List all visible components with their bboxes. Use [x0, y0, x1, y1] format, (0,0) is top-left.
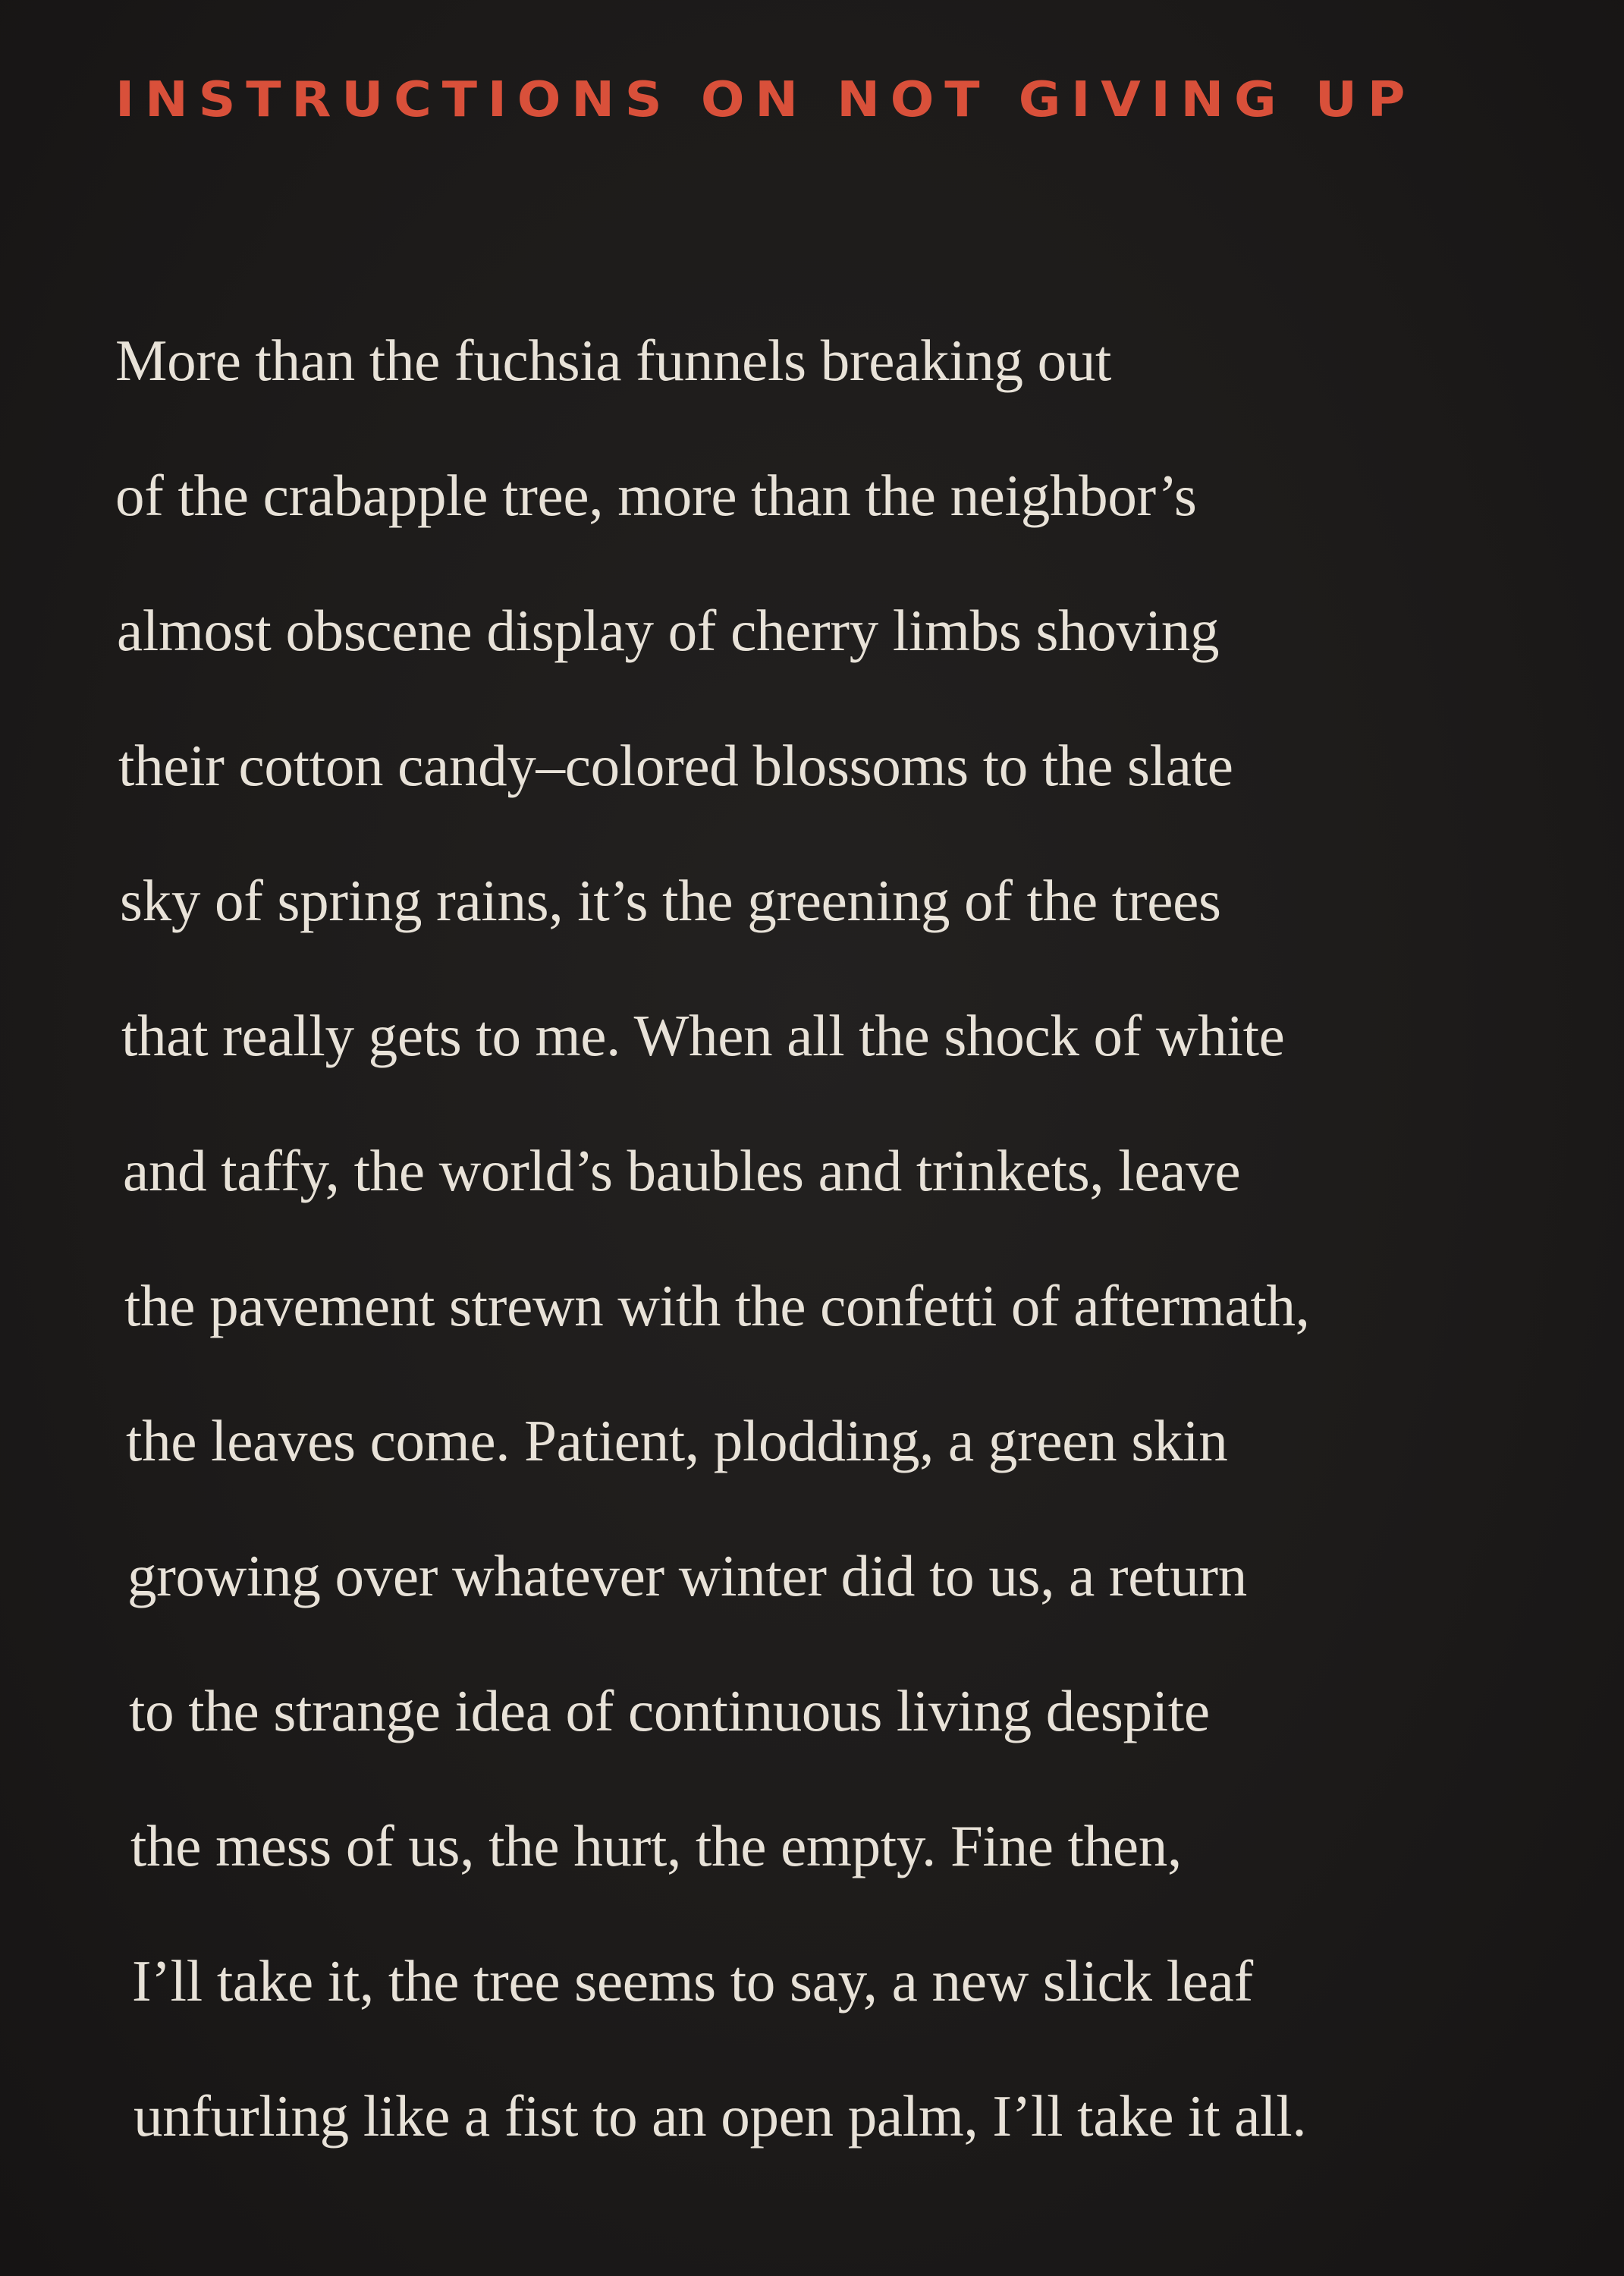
- poem-line: growing over whatever winter did to us, a return: [127, 1543, 1247, 1608]
- poem-line: I’ll take it, the tree seems to say, a new slick leaf: [132, 1948, 1253, 2014]
- poem-line: More than the fuchsia funnels breaking out: [115, 328, 1112, 393]
- poem-line: their cotton candy–colored blossoms to the slate: [118, 733, 1233, 798]
- poem-line: the pavement strewn with the confetti of aftermath,: [124, 1273, 1310, 1338]
- poem-line: the mess of us, the hurt, the empty. Fine then,: [130, 1813, 1182, 1878]
- poem-line: the leaves come. Patient, plodding, a green skin: [126, 1408, 1228, 1473]
- poem-line: sky of spring rains, it’s the greening of the trees: [120, 868, 1221, 933]
- poem-line: almost obscene display of cherry limbs shoving: [117, 598, 1220, 663]
- poem-line: to the strange idea of continuous living despite: [129, 1678, 1210, 1743]
- poem-line: and taffy, the world’s baubles and trinkets, leave: [123, 1138, 1241, 1203]
- poem-line: unfurling like a fist to an open palm, I’ll take it all.: [134, 2083, 1307, 2149]
- poem-line: of the crabapple tree, more than the neighbor’s: [115, 463, 1197, 528]
- poem-line: that really gets to me. When all the shock of white: [121, 1003, 1285, 1068]
- poem-title: INSTRUCTIONS ON NOT GIVING UP: [115, 72, 1416, 128]
